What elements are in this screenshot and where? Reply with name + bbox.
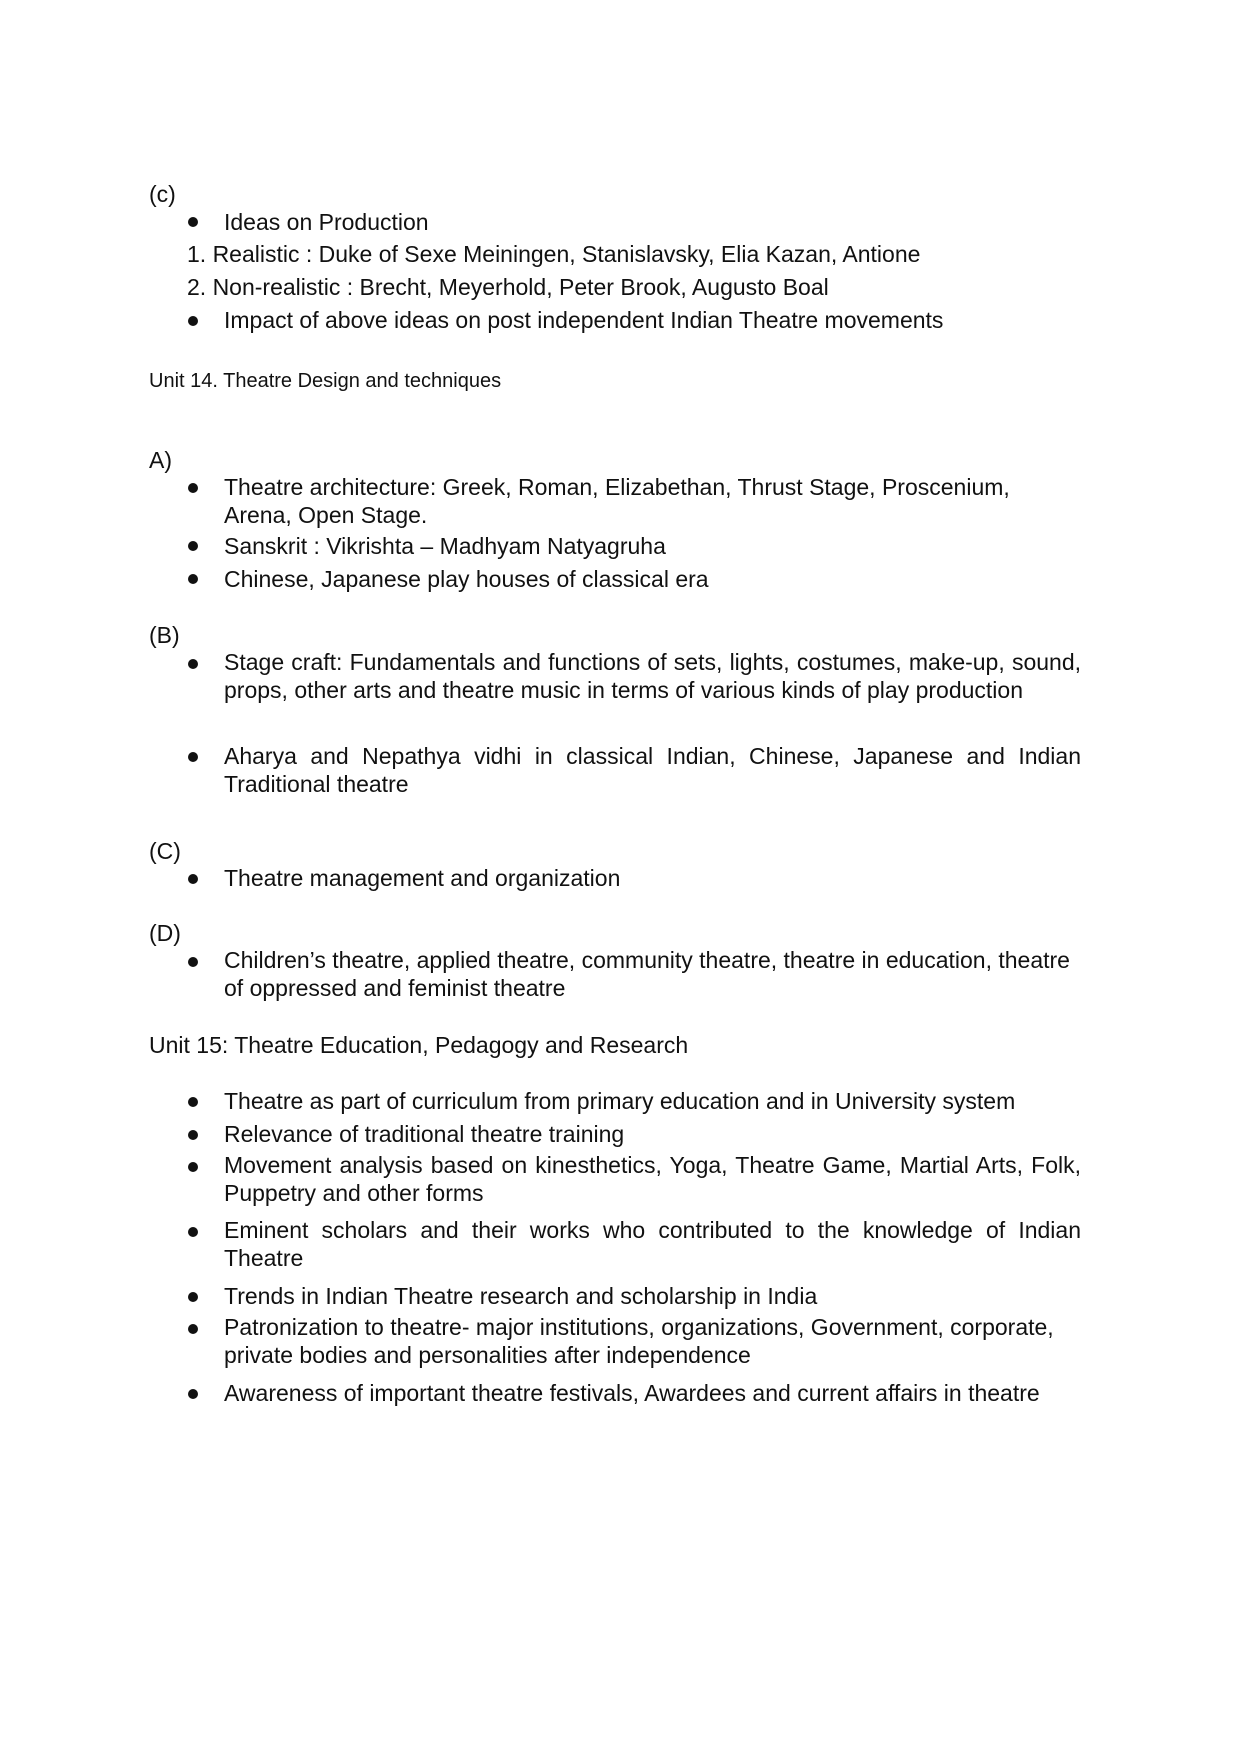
list-item: Theatre as part of curriculum from primary education and in University system <box>224 1088 1016 1114</box>
bullet-icon <box>188 957 198 967</box>
list-item: Sanskrit : Vikrishta – Madhyam Natyagruha <box>224 533 666 559</box>
list-item: Stage craft: Fundamentals and functions of sets, lights, costumes, make-up, sound, props, other arts and theatre music in terms of various kinds of play production <box>224 649 1081 703</box>
section-label-d: (D) <box>149 920 181 946</box>
bullet-icon <box>188 1162 198 1172</box>
list-item: Movement analysis based on kinesthetics, Yoga, Theatre Game, Martial Arts, Folk, Puppetry and other forms <box>224 1152 1081 1206</box>
bullet-icon <box>188 1324 198 1334</box>
bullet-icon <box>188 1097 198 1107</box>
list-item: Theatre management and organization <box>224 865 621 891</box>
section-label-a: A) <box>149 447 172 473</box>
list-item: Impact of above ideas on post independent Indian Theatre movements <box>224 307 944 333</box>
bullet-icon <box>188 574 198 584</box>
bullet-icon <box>188 217 198 227</box>
bullet-icon <box>188 659 198 669</box>
unit-heading: Unit 14. Theatre Design and techniques <box>149 370 502 392</box>
list-item: Theatre architecture: Greek, Roman, Elizabethan, Thrust Stage, Proscenium, Arena, Open Stage. <box>224 474 1010 528</box>
bullet-icon <box>188 541 198 551</box>
bullet-icon <box>188 1227 198 1237</box>
list-item: Children’s theatre, applied theatre, community theatre, theatre in education, theatre of oppressed and feminist theatre <box>224 947 1070 1001</box>
bullet-icon <box>188 1130 198 1140</box>
list-item: Awareness of important theatre festivals, Awardees and current affairs in theatre <box>224 1380 1040 1406</box>
section-label-c-upper: (C) <box>149 838 181 864</box>
bullet-icon <box>188 752 198 762</box>
bullet-icon <box>188 874 198 884</box>
list-item: Chinese, Japanese play houses of classical era <box>224 566 709 592</box>
list-item: Eminent scholars and their works who contributed to the knowledge of Indian Theatre <box>224 1217 1081 1271</box>
list-item: Ideas on Production <box>224 209 429 235</box>
list-item: Trends in Indian Theatre research and scholarship in India <box>224 1283 818 1309</box>
bullet-icon <box>188 483 198 493</box>
list-item: Patronization to theatre- major institutions, organizations, Government, corporate, private bodies and personalities after independence <box>224 1314 1054 1368</box>
bullet-icon <box>188 1389 198 1399</box>
list-item: Aharya and Nepathya vidhi in classical Indian, Chinese, Japanese and Indian Traditional theatre <box>224 743 1081 797</box>
section-label-b: (B) <box>149 622 180 648</box>
numbered-item: 1. Realistic : Duke of Sexe Meiningen, Stanislavsky, Elia Kazan, Antione <box>187 241 921 267</box>
bullet-icon <box>188 316 198 326</box>
bullet-icon <box>188 1292 198 1302</box>
list-item: Relevance of traditional theatre training <box>224 1121 625 1147</box>
unit-heading: Unit 15: Theatre Education, Pedagogy and Research <box>149 1032 689 1058</box>
section-label-c: (c) <box>149 181 176 207</box>
numbered-item: 2. Non-realistic : Brecht, Meyerhold, Peter Brook, Augusto Boal <box>187 274 829 300</box>
